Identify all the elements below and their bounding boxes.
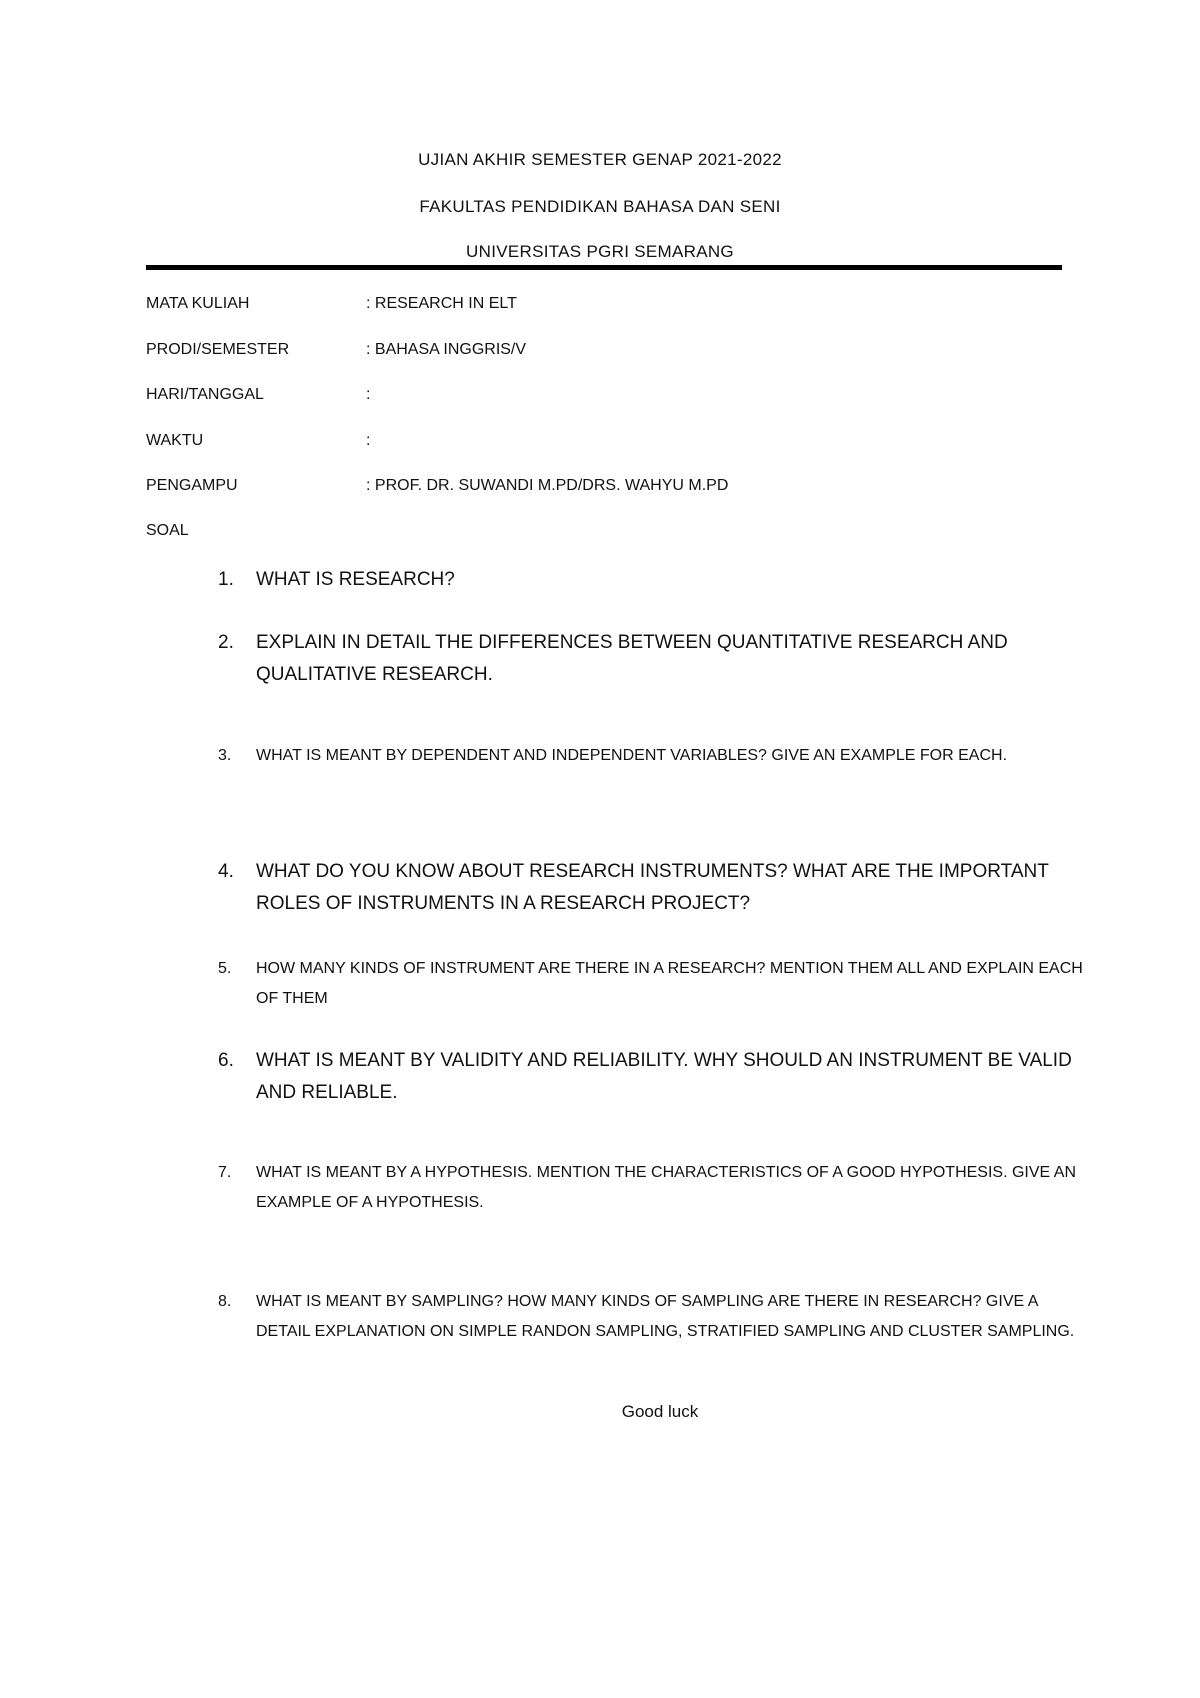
questions-heading: SOAL <box>146 522 189 539</box>
question-text: EXPLAIN IN DETAIL THE DIFFERENCES BETWEEN QUANTITATIVE RESEARCH AND QUALITATIVE RESEARCH. <box>256 632 1008 685</box>
question-text: WHAT IS MEANT BY A HYPOTHESIS. MENTION THE CHARACTERISTICS OF A GOOD HYPOTHESIS. GIVE AN EXAMPLE OF A HYPOTHESIS. <box>256 1164 1077 1211</box>
info-value: : <box>366 432 371 449</box>
question-number: 5. <box>218 960 232 977</box>
header-divider <box>146 265 1062 270</box>
info-value: : BAHASA INGGRIS/V <box>366 341 527 358</box>
question-text: WHAT IS MEANT BY SAMPLING? HOW MANY KINDS OF SAMPLING ARE THERE IN RESEARCH? GIVE A DETAIL EXPLANATION ON SIMPLE RANDON SAMPLING, STRATIFIED SAMPLING AND CLUSTER SAMPLING. <box>256 1293 1075 1340</box>
info-label: HARI/TANGGAL <box>146 386 264 403</box>
info-value: : PROF. DR. SUWANDI M.PD/DRS. WAHYU M.PD <box>366 477 729 494</box>
faculty-name: FAKULTAS PENDIDIKAN BAHASA DAN SENI <box>419 197 781 216</box>
question-number: 4. <box>218 861 234 882</box>
question-number: 7. <box>218 1164 232 1181</box>
question-number: 1. <box>218 569 234 590</box>
question-number: 6. <box>218 1050 234 1071</box>
question-text: WHAT IS MEANT BY DEPENDENT AND INDEPENDENT VARIABLES? GIVE AN EXAMPLE FOR EACH. <box>256 747 1008 764</box>
info-value: : <box>366 386 371 403</box>
question-text: WHAT IS RESEARCH? <box>256 569 455 590</box>
info-label: PRODI/SEMESTER <box>146 341 290 358</box>
question-text: WHAT IS MEANT BY VALIDITY AND RELIABILITY. WHY SHOULD AN INSTRUMENT BE VALID AND RELIABLE. <box>256 1050 1072 1103</box>
university-name: UNIVERSITAS PGRI SEMARANG <box>466 242 734 261</box>
info-label: WAKTU <box>146 432 204 449</box>
info-value: : RESEARCH IN ELT <box>366 295 517 312</box>
info-label: PENGAMPU <box>146 477 238 494</box>
closing-note: Good luck <box>621 1402 699 1421</box>
question-text: WHAT DO YOU KNOW ABOUT RESEARCH INSTRUMENTS? WHAT ARE THE IMPORTANT ROLES OF INSTRUMENTS IN A RESEARCH PROJECT? <box>256 861 1049 914</box>
question-number: 3. <box>218 747 232 764</box>
question-number: 2. <box>218 632 234 653</box>
question-text: HOW MANY KINDS OF INSTRUMENT ARE THERE IN A RESEARCH? MENTION THEM ALL AND EXPLAIN EACH OF THEM <box>256 960 1083 1007</box>
exam-title: UJIAN AKHIR SEMESTER GENAP 2021-2022 <box>418 150 782 169</box>
question-number: 8. <box>218 1293 232 1310</box>
info-label: MATA KULIAH <box>146 295 250 312</box>
